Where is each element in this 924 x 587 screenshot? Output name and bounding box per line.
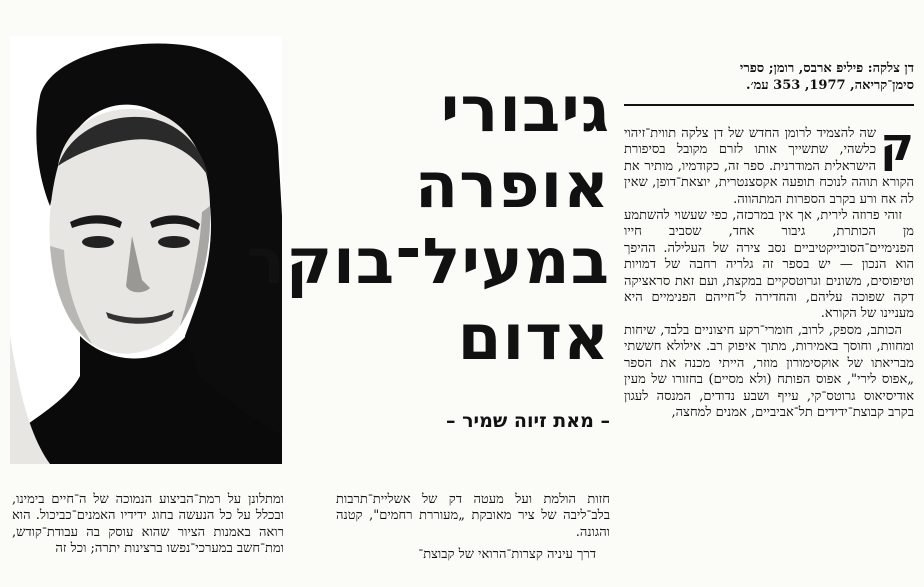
- paragraph-3: הכותב, מספק, לרוב, חומרי־רקע חיצוניים בלבד, שיחות ומחוות, וחוסך באמירות, מתוך איפוק רב. אילולא חששתי מבריאתו של אוקסימורון מוזר, הייתי מכנה את הספר „אפוס לירי", אפוס הפותח (ולא מסיים) בחזורו של מעין אודיסיאוס גרוטס־קי, עייף ושבע נדודים, המנסה לעגון בקרב קבוצת־ידידים תל־אביביים, אמנים למחצה,: [624, 322, 914, 420]
- article-body-left-column: [12, 492, 284, 558]
- headline-line-2: במעיל־בוקר: [246, 225, 610, 298]
- bibliography-block: [624, 60, 914, 94]
- paragraph-left-1: ומתלונן על רמת־הביצוע הנמוכה של ה־חיים בימינו, ובכלל על כל הנעשה בחוג ידידיו האמנים־כביכול. הוא רואה באמנות הציור שהוא עוסק בה עבודת־קודש, ומת־חשב במערכי־נפשו ברצינות יתרה; וכל זה: [12, 492, 284, 557]
- paragraph-mid-2: דרך עיניה קצרות־הרואי של קבוצת־: [418, 547, 596, 563]
- article-body-middle-column: [336, 492, 610, 564]
- divider-rule: [624, 104, 914, 106]
- portrait-image: [10, 36, 282, 464]
- article-body-right-column: [624, 117, 914, 421]
- article-headline: [246, 72, 610, 376]
- drop-cap: ק: [880, 117, 914, 171]
- paragraph-1: שה להצמיד לרומן החדש של דן צלקה תווית־זיהוי כלשהי, שתשייך אותו לזרם מקובל בסיפורת הישראלית המודרנית. ספר זה, כקודמיו, מותיר את הקורא תוהה לנוכח תופעה אקסצנטרית, יוצאת־דופן, שאין לה אח ורע בקרב הספרות המתהווה.: [624, 126, 914, 207]
- paragraph-2: זוהי פרוזה לירית, אך אין במרכזה, כפי שעשוי להשתמע מן הכותרת, גיבור אחד, שסביב חייו הפנימיים־הסובייקטיביים נסב צירה של העלילה. ההיפך הוא הנכון — יש בספר זה גלריה רחבה של דמויות וטיפוסים, משונים וגרוטסקיים במקצת, ועם זאת סראציקה דקה שפוכה עליהם, והחדירה ל־חייהם הפנימיים היא מעניינו של הקורא.: [624, 208, 914, 322]
- byline: – מאת זיוה שמיר –: [446, 410, 610, 432]
- author-photo: [10, 36, 282, 464]
- headline-line-3: אדום: [457, 301, 610, 374]
- headline-line-1: גיבורי אופרה: [414, 73, 610, 222]
- bibliography-line-2: סימן־קריאה, 1977, 353 עמ׳.: [746, 78, 914, 93]
- bibliography-line-1: דן צלקה: פיליפ ארבס, רומן; ספרי: [739, 61, 914, 76]
- paragraph-mid-1: חזות הולמת ועל מעטה דק של אשליית־תרבות בלב־ליבה של ציר מאובקת „מעוררת רחמים", קטנה והגונה.: [336, 492, 610, 540]
